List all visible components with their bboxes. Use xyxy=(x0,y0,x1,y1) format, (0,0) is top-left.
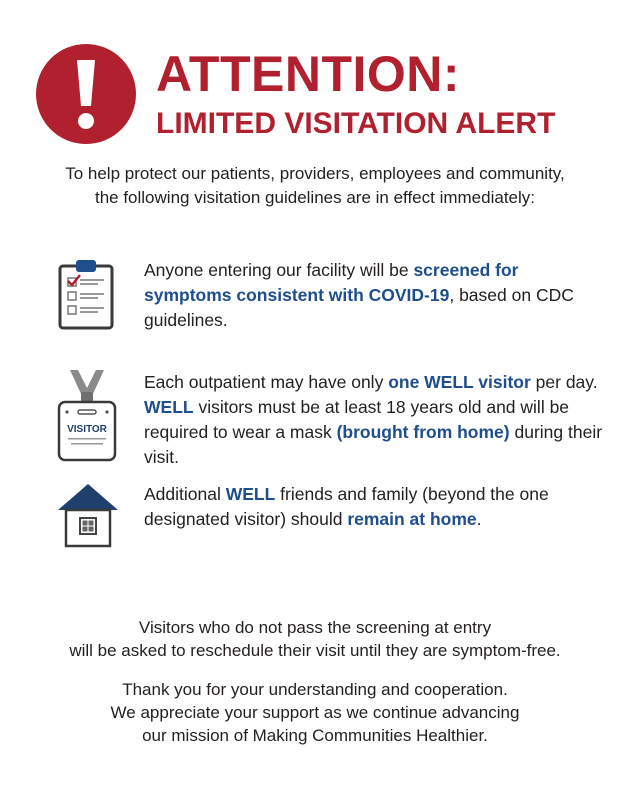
intro-text xyxy=(20,162,610,210)
closing-line-4: We appreciate your support as we continue advancing xyxy=(110,703,520,722)
text-segment: visitors must be at least 18 years old and will be required to wear a mask xyxy=(144,397,570,442)
highlight-well: WELL xyxy=(144,397,194,417)
highlight-well: WELL xyxy=(225,484,276,504)
visitor-badge-icon xyxy=(56,370,118,467)
page-subtitle: LIMITED VISITATION ALERT xyxy=(156,107,556,140)
guideline-visitor xyxy=(56,370,606,470)
closing-line-3: Thank you for your understanding and cooperation. xyxy=(122,680,508,699)
closing-line-1: Visitors who do not pass the screening at entry xyxy=(138,618,492,637)
clipboard-checklist-icon xyxy=(56,258,116,335)
intro-line-2: the following visitation guidelines are in effect immediately: xyxy=(94,188,536,207)
intro-line-1: To help protect our patients, providers, employees and community, xyxy=(65,164,565,183)
page-title: ATTENTION: xyxy=(156,46,461,102)
thank-you-message xyxy=(20,678,610,747)
exclamation-icon xyxy=(36,44,136,144)
visitor-badge-label: VISITOR xyxy=(67,424,107,435)
guideline-screening xyxy=(56,258,606,338)
text-segment: . xyxy=(476,509,482,529)
closing-line-2: will be asked to reschedule their visit until they are symptom-free. xyxy=(69,641,561,660)
text-segment: Additional xyxy=(144,484,226,504)
text-segment: Anyone entering our facility will be xyxy=(144,260,414,280)
guideline-visitor-text xyxy=(144,370,604,470)
house-icon xyxy=(56,482,120,553)
closing-line-5: our mission of Making Communities Healthier. xyxy=(142,726,488,745)
text-segment: friends and family (beyond the one designated visitor) should xyxy=(144,484,549,529)
highlight-remain-at-home: remain at home xyxy=(347,509,477,529)
highlight-screened: screened for symptoms consistent with COVID-19 xyxy=(144,260,519,305)
guideline-home xyxy=(56,482,606,552)
guideline-screening-text xyxy=(144,258,604,333)
highlight-one-well-visitor: one WELL visitor xyxy=(388,372,531,392)
header xyxy=(36,44,616,154)
text-segment: during their visit. xyxy=(144,422,603,467)
guideline-home-text xyxy=(144,482,604,532)
screening-notice xyxy=(20,616,610,662)
highlight-brought-from-home: (brought from home) xyxy=(336,422,510,442)
text-segment: Each outpatient may have only xyxy=(144,372,389,392)
text-segment: per day. xyxy=(530,372,598,392)
text-segment: , based on CDC guidelines. xyxy=(144,285,574,330)
